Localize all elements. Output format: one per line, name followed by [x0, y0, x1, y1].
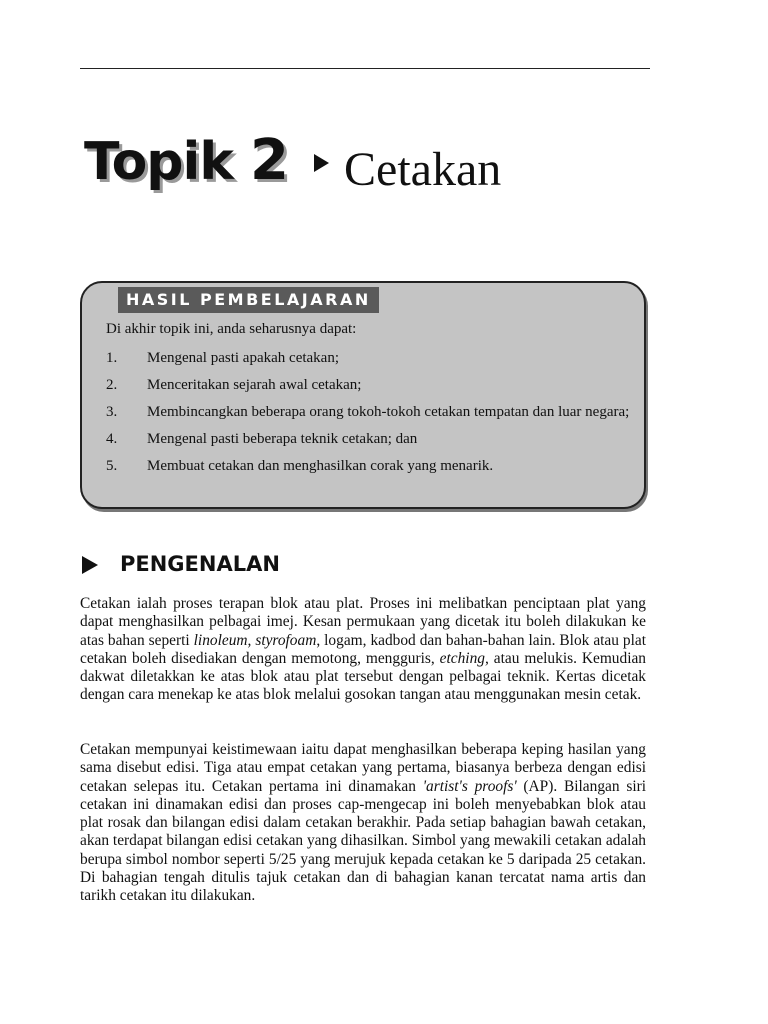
- body-paragraph: [80, 595, 646, 705]
- outcome-number: 5.: [106, 458, 118, 474]
- outcome-number: 3.: [106, 404, 118, 420]
- outcome-item: [106, 376, 636, 394]
- outcome-text: Menceritakan sejarah awal cetakan;: [147, 377, 362, 393]
- body-paragraph: [80, 741, 646, 906]
- topic-label: [84, 128, 288, 193]
- paragraph-text: atau melukis. Kemudian dakwat diletakkan ke atas blok atau plat tersebut dengan pelbagai teknik. Kertas dicetak dengan cara menekap ke atas blok melalui gosokan tangan atau menggunakan mesin cetak.: [80, 649, 646, 704]
- learning-outcomes-intro: Di akhir topik ini, anda seharusnya dapat:: [106, 321, 357, 337]
- italic-term: 'artist's proofs': [422, 777, 517, 795]
- outcome-text: Mengenal pasti beberapa teknik cetakan; dan: [147, 431, 418, 447]
- outcome-number: 1.: [106, 350, 118, 366]
- italic-term: etching,: [439, 649, 489, 667]
- outcome-item: [106, 349, 636, 367]
- topic-number: 2: [250, 128, 288, 193]
- outcome-number: 2.: [106, 377, 118, 393]
- outcome-item: [106, 403, 636, 421]
- header-rule: [80, 68, 650, 69]
- outcome-text: Mengenal pasti apakah cetakan;: [147, 350, 339, 366]
- outcome-text: Membincangkan beberapa orang tokoh-tokoh cetakan tempatan dan luar negara;: [147, 404, 630, 420]
- section-title: PENGENALAN: [120, 552, 280, 576]
- outcome-text: Membuat cetakan dan menghasilkan corak yang menarik.: [147, 458, 494, 474]
- paragraph-text: (AP). Bilangan siri cetakan ini dinamakan edisi dan proses cap-mengecap ini boleh menyebabkan blok atau plat rosak dan bilangan edisi dalam cetakan berakhir. Pada setiap bahagian bawah cetakan, akan terdapat bilangan edisi cetakan yang dihasilkan. Simbol yang mewakili cetakan adalah berupa simbol nombor seperti 5/25 yang merujuk kepada cetakan ke 5 daripada 25 cetakan. Di bahagian tengah ditulis tajuk cetakan dan di bahagian kanan tercatat nama artis dan tarikh cetakan itu dilakukan.: [80, 777, 646, 905]
- learning-outcomes-heading: HASIL PEMBELAJARAN: [118, 287, 379, 313]
- topic-word: Topik: [84, 132, 233, 192]
- title-arrow-icon: [314, 154, 329, 172]
- section-arrow-icon: [82, 556, 98, 574]
- outcome-number: 4.: [106, 431, 118, 447]
- learning-outcomes-list: [106, 349, 636, 484]
- outcome-item: [106, 430, 636, 448]
- learning-outcomes-box: [80, 281, 646, 509]
- outcome-item: [106, 457, 636, 475]
- topic-header: [84, 128, 644, 218]
- paragraph-text: Cetakan ialah proses terapan blok atau plat. Proses ini melibatkan penciptaan plat yang dapat menghasilkan pelbagai imej. Kesan permukaan yang dicetak itu boleh dilakukan ke atas bahan seperti: [80, 595, 646, 649]
- topic-title: Cetakan: [344, 143, 502, 196]
- paragraph-text: Cetakan mempunyai keistimewaan iaitu dapat menghasilkan beberapa keping hasilan yang sama disebut edisi. Tiga atau empat cetakan yang pertama, biasanya berbeza dengan edisi cetakan selepas itu. Cetakan pertama ini dinamakan: [80, 741, 646, 795]
- paragraph-text: , logam, kadbod dan bahan-bahan lain. Blok atau plat cetakan boleh disediakan dengan memotong, mengguris,: [80, 631, 647, 667]
- italic-term: linoleum, styrofoam: [193, 631, 317, 649]
